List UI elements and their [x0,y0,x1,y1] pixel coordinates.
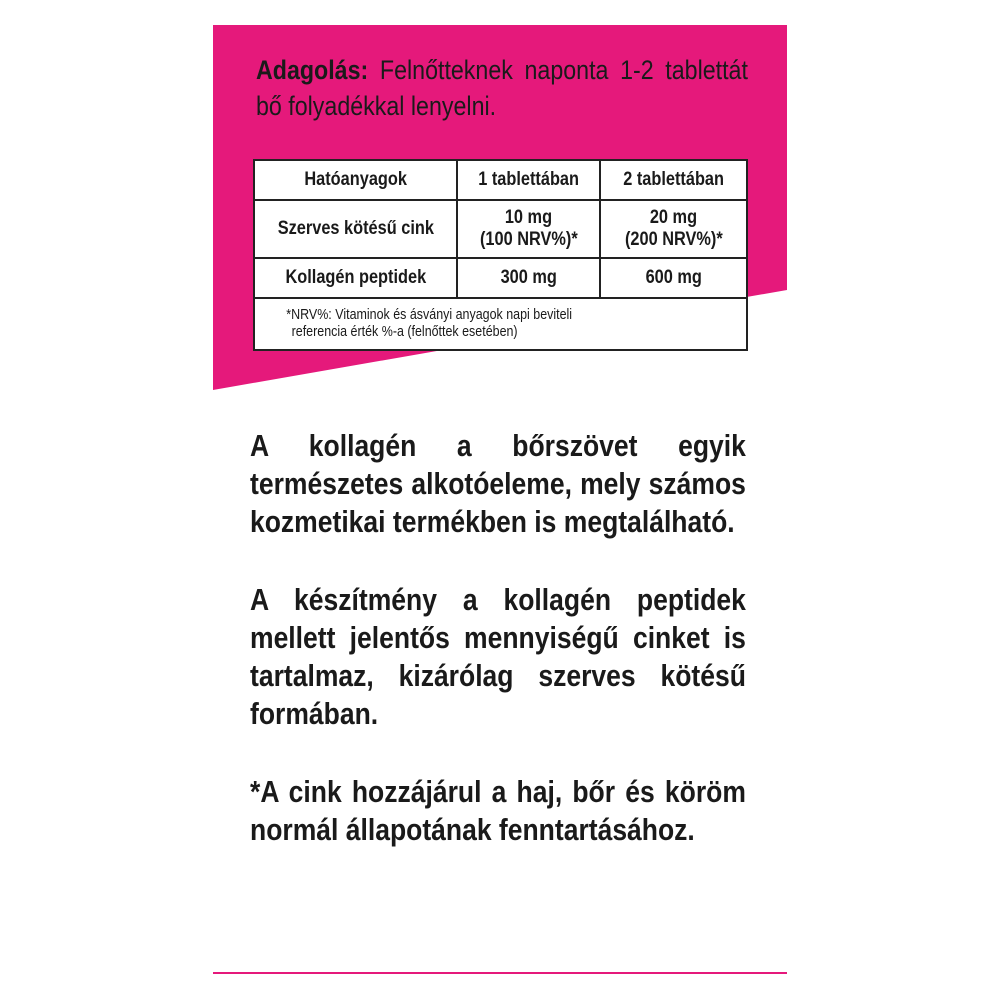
header-cell: 1 tablettában [457,160,600,200]
amount-one-tablet: 300 mg [457,258,600,298]
ingredient-name: Szerves kötésű cink [254,200,457,258]
amount-one-tablet: 10 mg (100 NRV%)* [457,200,600,258]
bottom-divider [213,972,787,974]
table-header-row [254,160,747,200]
table-row [254,258,747,298]
amount-two-tablets: 20 mg (200 NRV%)* [600,200,747,258]
nutrition-table [253,159,748,351]
table-footnote: *NRV%: Vitaminok és ásványi anyagok napi beviteli referencia érték %-a (felnőttek esetében) [254,298,747,350]
header-cell: 2 tablettában [600,160,747,200]
table-row [254,200,747,258]
dosage-text: Felnőtteknek naponta 1-2 tablettát bő folyadékkal lenyelni. [256,55,748,121]
table-footnote-row [254,298,747,350]
dosage-label: Adagolás: [256,55,369,85]
dosage-instructions [256,52,748,124]
amount-two-tablets: 600 mg [600,258,747,298]
paragraph-collagen: A kollagén a bőrszövet egyik természetes alkotóeleme, mely számos kozmetikai termékben is megtalálható. [250,428,746,539]
ingredient-name: Kollagén peptidek [254,258,457,298]
paragraph-zinc-claim: *A cink hozzájárul a haj, bőr és köröm normál állapotának fenntartásához. [250,774,746,847]
paragraph-product: A készítmény a kollagén peptidek mellett jelentős mennyiségű cinket is tartalmaz, kizárólag szerves kötésű formában. [250,582,746,731]
header-cell: Hatóanyagok [254,160,457,200]
